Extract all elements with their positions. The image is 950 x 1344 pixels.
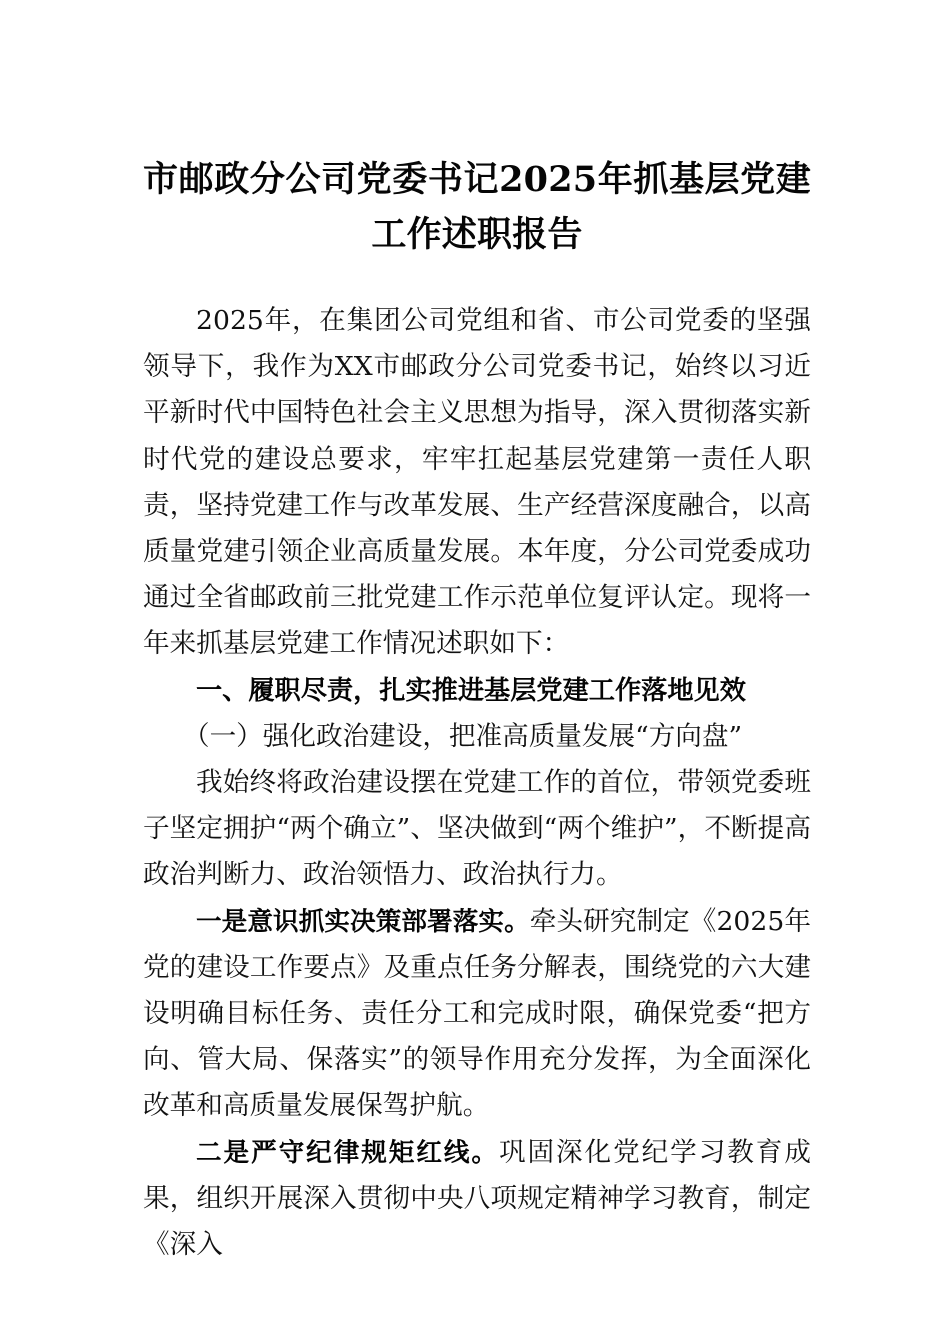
paragraph-item-one-body: 牵头研究制定《2025年党的建设工作要点》及重点任务分解表，围绕党的六大建设明确目标任务、责任分工和完成时限，确保党委“把方向、管大局、保落实”的领导作用充分发挥，为全面深化改革和高质量发展保驾护航。 — [143, 905, 812, 1122]
page-title — [143, 0, 811, 262]
intro-paragraph: 2025年，在集团公司党组和省、市公司党委的坚强领导下，我作为XX市邮政分公司党委书记，始终以习近平新时代中国特色社会主义思想为指导，深入贯彻落实新时代党的建设总要求，牢牢扛起基层党建第一责任人职责，坚持党建工作与改革发展、生产经营深度融合，以高质量党建引领企业高质量发展。本年度，分公司党委成功通过全省邮政前三批党建工作示范单位复评认定。现将一年来抓基层党建工作情况述职如下： — [143, 305, 811, 660]
paragraph-item-one — [143, 899, 811, 1130]
page-title-line-1: 市邮政分公司党委书记2025年抓基层党建 — [143, 159, 811, 200]
document-content-column — [143, 0, 811, 1268]
section-heading-1: 一、履职尽责，扎实推进基层党建工作落地见效 — [196, 675, 746, 706]
paragraph-item-one-lead: 一是意识抓实决策部署落实。 — [196, 906, 530, 937]
document-body — [143, 298, 811, 1268]
page-title-line-2: 工作述职报告 — [371, 214, 583, 255]
paragraph-item-two-lead: 二是严守纪律规矩红线。 — [196, 1137, 499, 1168]
paragraph-item-two — [143, 1130, 811, 1269]
subsection-heading-1-1: （一）强化政治建设，把准高质量发展“方向盘” — [183, 720, 743, 752]
paragraph-item-two-body: 巩固深化党纪学习教育成果，组织开展深入贯彻中央八项规定精神学习教育，制定《深入 — [143, 1136, 811, 1261]
paragraph-political-construction: 我始终将政治建设摆在党建工作的首位，带领党委班子坚定拥护“两个确立”、坚决做到“两个维护”，不断提高政治判断力、政治领悟力、政治执行力。 — [143, 767, 811, 891]
